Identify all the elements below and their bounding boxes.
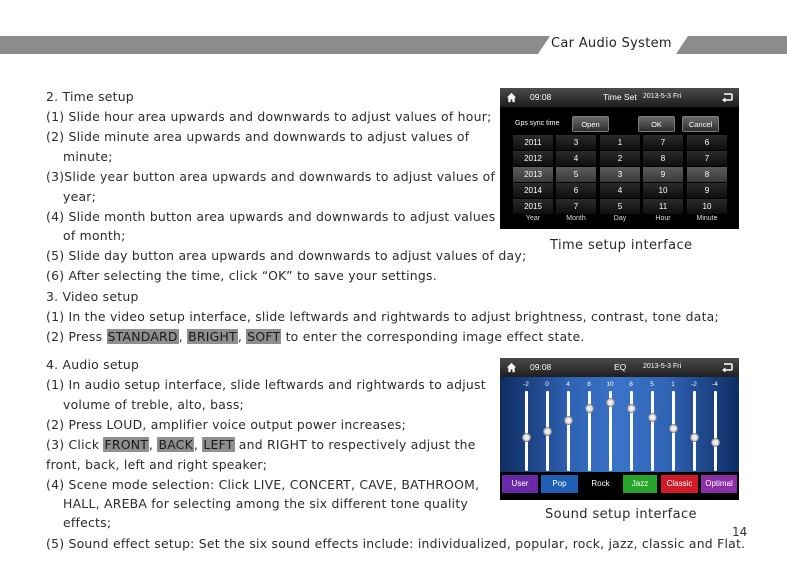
text-line: effects; [63, 515, 112, 530]
back-arrow-icon[interactable] [721, 362, 733, 373]
time-cell[interactable]: 7 [556, 199, 596, 215]
text-fragment: (3) Click [46, 437, 104, 452]
time-column-year[interactable] [513, 135, 553, 215]
time-cell-selected[interactable]: 9 [643, 167, 683, 183]
text-line: (4) Scene mode selection: Click LIVE, CONCERT, CAVE, BATHROOM, [46, 477, 480, 492]
eq-mode-jazz-button[interactable]: Jazz [623, 475, 657, 493]
text-fragment: and RIGHT to respectively adjust the [234, 437, 476, 452]
eq-slider-track[interactable] [630, 391, 633, 471]
text-line-video-modes [46, 328, 585, 345]
eq-band-value-label: -4 [712, 381, 718, 388]
eq-mode-classic-button[interactable]: Classic [661, 475, 698, 493]
time-screen-title: Time Set [603, 92, 637, 102]
time-setup-caption: Time setup interface [550, 238, 693, 253]
highlight-standard: STANDARD [107, 329, 178, 344]
time-cell[interactable]: 9 [687, 183, 727, 199]
time-cell[interactable]: 6 [556, 183, 596, 199]
time-column-label: Year [525, 215, 541, 222]
eq-slider-knob[interactable] [522, 433, 531, 442]
eq-mode-user-button[interactable]: User [502, 475, 538, 493]
time-cell[interactable]: 7 [643, 135, 683, 151]
text-line: HALL, AREBA for selecting among the six different tone quality [63, 496, 469, 511]
time-cell[interactable]: 4 [600, 183, 640, 199]
text-line: (2) Slide minute area upwards and downwards to adjust values of [46, 129, 470, 144]
time-column-minute[interactable] [687, 135, 727, 215]
time-cell[interactable]: 2011 [513, 135, 553, 151]
text-line: (1) Slide hour area upwards and downwards to adjust values of hour; [46, 109, 492, 124]
sound-setup-screen [500, 358, 739, 500]
time-column-label: Month [566, 215, 586, 222]
time-cell[interactable]: 2012 [513, 151, 553, 167]
open-button[interactable]: Open [572, 116, 609, 132]
time-setup-screen [500, 88, 739, 229]
home-icon[interactable] [506, 92, 517, 103]
eq-slider-knob[interactable] [564, 416, 573, 425]
text-line: year; [63, 189, 97, 204]
eq-screen-title: EQ [614, 362, 627, 372]
text-line: (5) Slide day button area upwards and downwards to adjust values of day; [46, 248, 527, 263]
text-line: minute; [63, 149, 113, 164]
time-column-hour[interactable] [643, 135, 683, 215]
highlight-back: BACK [158, 437, 193, 452]
time-cell[interactable]: 2 [600, 151, 640, 167]
time-cell-selected[interactable]: 5 [556, 167, 596, 183]
home-icon[interactable] [506, 362, 517, 373]
eq-mode-optimal-button[interactable]: Optimal [701, 475, 737, 493]
time-cell-selected[interactable]: 2013 [513, 167, 553, 183]
time-cell[interactable]: 3 [556, 135, 596, 151]
text-fragment: , [178, 329, 188, 344]
highlight-left: LEFT [203, 437, 234, 452]
eq-slider-knob[interactable] [690, 433, 699, 442]
eq-slider-knob[interactable] [585, 404, 594, 413]
highlight-front: FRONT [104, 437, 149, 452]
eq-screen-clock: 09:08 [530, 362, 552, 372]
text-line: volume of treble, alto, bass; [63, 397, 244, 412]
cancel-button[interactable]: Cancel [682, 116, 719, 132]
eq-screen-topbar [500, 358, 739, 377]
highlight-bright: BRIGHT [188, 329, 237, 344]
text-line-speakers [46, 436, 476, 453]
time-cell[interactable]: 4 [556, 151, 596, 167]
text-fragment: to enter the corresponding image effect state. [281, 329, 585, 344]
time-cell[interactable]: 1 [600, 135, 640, 151]
eq-band-value-label: -2 [691, 381, 697, 388]
eq-slider-track[interactable] [588, 391, 591, 471]
time-cell[interactable]: 5 [600, 199, 640, 215]
time-column-month[interactable] [556, 135, 596, 215]
header-bar-left [0, 36, 550, 54]
ok-button[interactable]: OK [638, 116, 675, 132]
time-cell[interactable]: 10 [643, 183, 683, 199]
eq-slider-knob[interactable] [648, 413, 657, 422]
eq-band-value-label: 4 [566, 381, 570, 388]
eq-slider-knob[interactable] [627, 404, 636, 413]
text-line: (3)Slide year button area upwards and downwards to adjust values of [46, 169, 496, 184]
time-cell[interactable]: 10 [687, 199, 727, 215]
header-title: Car Audio System [551, 36, 672, 51]
eq-slider-track[interactable] [567, 391, 570, 471]
eq-mode-bar [500, 472, 739, 498]
time-screen-date: 2013-5-3 Fri [643, 93, 682, 100]
highlight-soft: SOFT [247, 329, 281, 344]
time-screen-topbar [500, 88, 739, 107]
time-cell[interactable]: 6 [687, 135, 727, 151]
time-column-label: Hour [655, 215, 671, 222]
eq-band-value-label: 0 [545, 381, 549, 388]
eq-slider-track[interactable] [714, 391, 717, 471]
text-line: of month; [63, 228, 126, 243]
text-fragment: (2) Press [46, 329, 107, 344]
eq-slider-knob[interactable] [669, 424, 678, 433]
time-cell-selected[interactable]: 3 [600, 167, 640, 183]
eq-band-value-label: 8 [587, 381, 591, 388]
text-fragment: , [149, 437, 158, 452]
section-video-setup: 3. Video setup [46, 289, 139, 304]
eq-slider-track[interactable] [693, 391, 696, 471]
page-number: 14 [732, 525, 748, 539]
gps-sync-label: Gps sync time [515, 120, 560, 127]
eq-slider-track[interactable] [651, 391, 654, 471]
eq-slider-knob[interactable] [711, 438, 720, 447]
eq-screen-date: 2013-5-3 Fri [643, 363, 682, 370]
sound-setup-caption: Sound setup interface [545, 507, 697, 522]
text-fragment: , [193, 437, 203, 452]
text-line: (1) In audio setup interface, slide leftwards and rightwards to adjust [46, 377, 486, 392]
eq-band-value-label: -2 [523, 381, 529, 388]
eq-band-value-label: 8 [629, 381, 633, 388]
eq-slider-knob[interactable] [606, 398, 615, 407]
text-fragment: , [237, 329, 247, 344]
eq-band-value-label: 10 [606, 381, 614, 388]
eq-band-value-label: 1 [671, 381, 675, 388]
time-cell[interactable]: 2014 [513, 183, 553, 199]
text-line: (1) In the video setup interface, slide leftwards and rightwards to adjust brightness, contrast, tone data; [46, 309, 719, 324]
text-line: front, back, left and right speaker; [46, 457, 268, 472]
eq-slider-track[interactable] [525, 391, 528, 471]
time-cell-selected[interactable]: 8 [687, 167, 727, 183]
header-bar-right [676, 36, 787, 54]
time-screen-clock: 09:08 [530, 92, 552, 102]
section-time-setup: 2. Time setup [46, 89, 134, 104]
text-line: (5) Sound effect setup: Set the six sound effects include: individualized, popular, rock, jazz, classic and Flat. [46, 536, 746, 551]
text-line: (6) After selecting the time, click “OK” to save your settings. [46, 268, 437, 283]
time-column-label: Day [613, 215, 627, 222]
section-audio-setup: 4. Audio setup [46, 357, 140, 372]
time-cell[interactable]: 11 [643, 199, 683, 215]
eq-mode-rock-button[interactable]: Rock [582, 475, 619, 493]
eq-sliders-area [500, 377, 739, 472]
back-arrow-icon[interactable] [721, 92, 733, 103]
text-line: (4) Slide month button area upwards and downwards to adjust values [46, 209, 496, 224]
eq-slider-knob[interactable] [543, 427, 552, 436]
time-cell[interactable]: 7 [687, 151, 727, 167]
eq-band-value-label: 5 [650, 381, 654, 388]
time-column-label: Minute [696, 215, 718, 222]
time-column-day[interactable] [600, 135, 640, 215]
time-cell[interactable]: 2015 [513, 199, 553, 215]
eq-mode-pop-button[interactable]: Pop [541, 475, 578, 493]
time-cell[interactable]: 8 [643, 151, 683, 167]
text-line: (2) Press LOUD, amplifier voice output power increases; [46, 417, 406, 432]
